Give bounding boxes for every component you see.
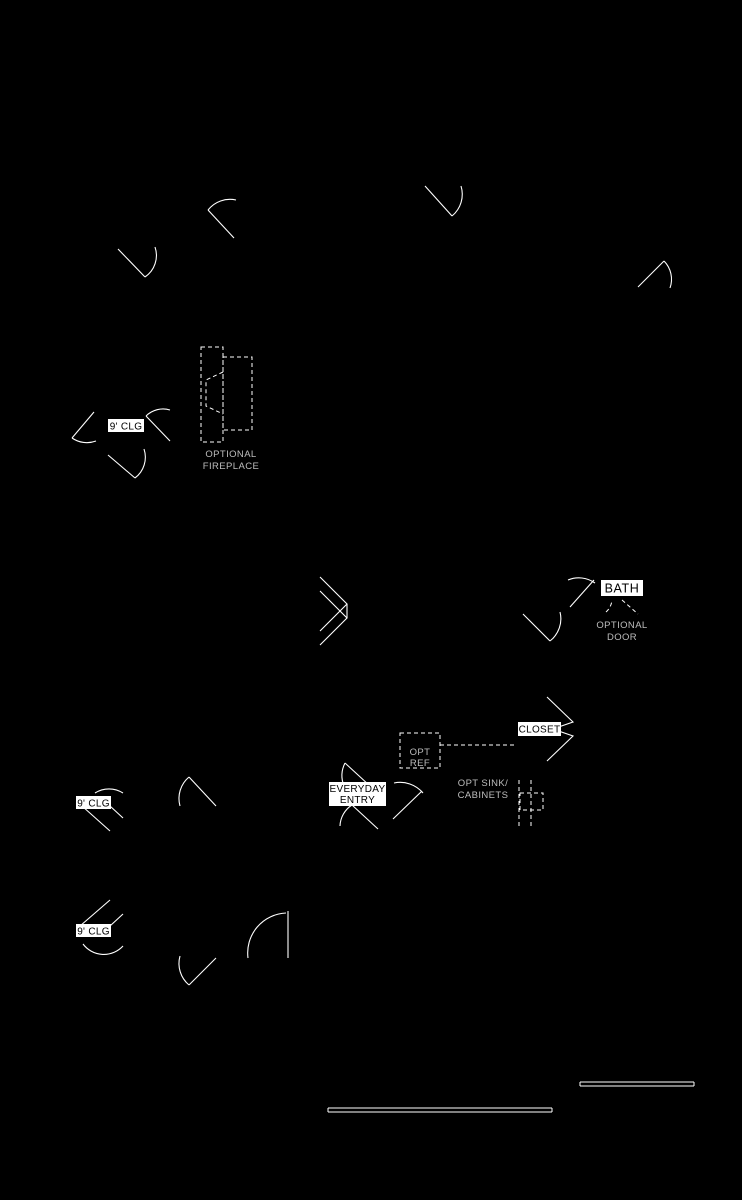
svg-text:CABINETS: CABINETS (457, 790, 509, 801)
door-swing-upper-mid (208, 199, 236, 238)
svg-text:OPTIONAL: OPTIONAL (596, 620, 648, 631)
svg-text:DOOR: DOOR (606, 632, 638, 643)
svg-text:ENTRY: ENTRY (339, 795, 376, 806)
svg-text:9' CLG: 9' CLG (77, 798, 110, 810)
svg-text:OPT: OPT (409, 747, 431, 758)
svg-text:9' CLG: 9' CLG (77, 926, 110, 938)
door-swing-lower-5 (248, 911, 288, 958)
door-swing-lower-2 (179, 777, 216, 806)
svg-text:OPT SINK/: OPT SINK/ (457, 778, 509, 789)
svg-text:EVERYDAY: EVERYDAY (329, 784, 386, 795)
door-swing-left-3 (108, 449, 145, 478)
svg-text:9' CLG: 9' CLG (109, 421, 143, 433)
svg-text:REF: REF (409, 758, 431, 769)
door-swing-upper-left (118, 247, 156, 277)
door-swing-lower-1 (82, 789, 123, 831)
bath-label (601, 580, 643, 596)
optional-ref-note (410, 747, 431, 769)
double-door-center (320, 577, 347, 645)
optional-door-note (596, 620, 647, 643)
door-swing-bath-1 (568, 578, 595, 607)
wall-segment-bottom-center (328, 1108, 552, 1112)
ceiling-label-upper (108, 419, 144, 433)
closet-label (518, 722, 561, 736)
wall-segment-bottom-right (580, 1082, 694, 1086)
ceiling-label-lower (76, 924, 111, 938)
optional-fireplace-note (203, 449, 259, 472)
optional-sink-outline (519, 780, 543, 828)
optional-door-swing (606, 600, 638, 614)
ceiling-label-middle (76, 796, 111, 810)
optional-sink-note (458, 778, 509, 801)
door-swing-upper-right (638, 261, 672, 288)
svg-text:FIREPLACE: FIREPLACE (202, 461, 260, 472)
svg-text:CLOSET: CLOSET (518, 724, 561, 736)
door-swing-entry-2 (340, 805, 378, 829)
door-swing-entry-3 (393, 782, 423, 819)
door-swing-bath-2 (523, 612, 561, 641)
optional-fireplace-outline (201, 347, 252, 442)
svg-text:BATH: BATH (604, 581, 640, 596)
door-swing-upper-center (425, 186, 462, 216)
door-swing-lower-4 (179, 956, 216, 985)
door-swing-left-2 (146, 409, 170, 441)
svg-text:OPTIONAL: OPTIONAL (205, 449, 257, 460)
door-swing-left-1 (72, 412, 96, 443)
everyday-entry-label (329, 782, 386, 806)
